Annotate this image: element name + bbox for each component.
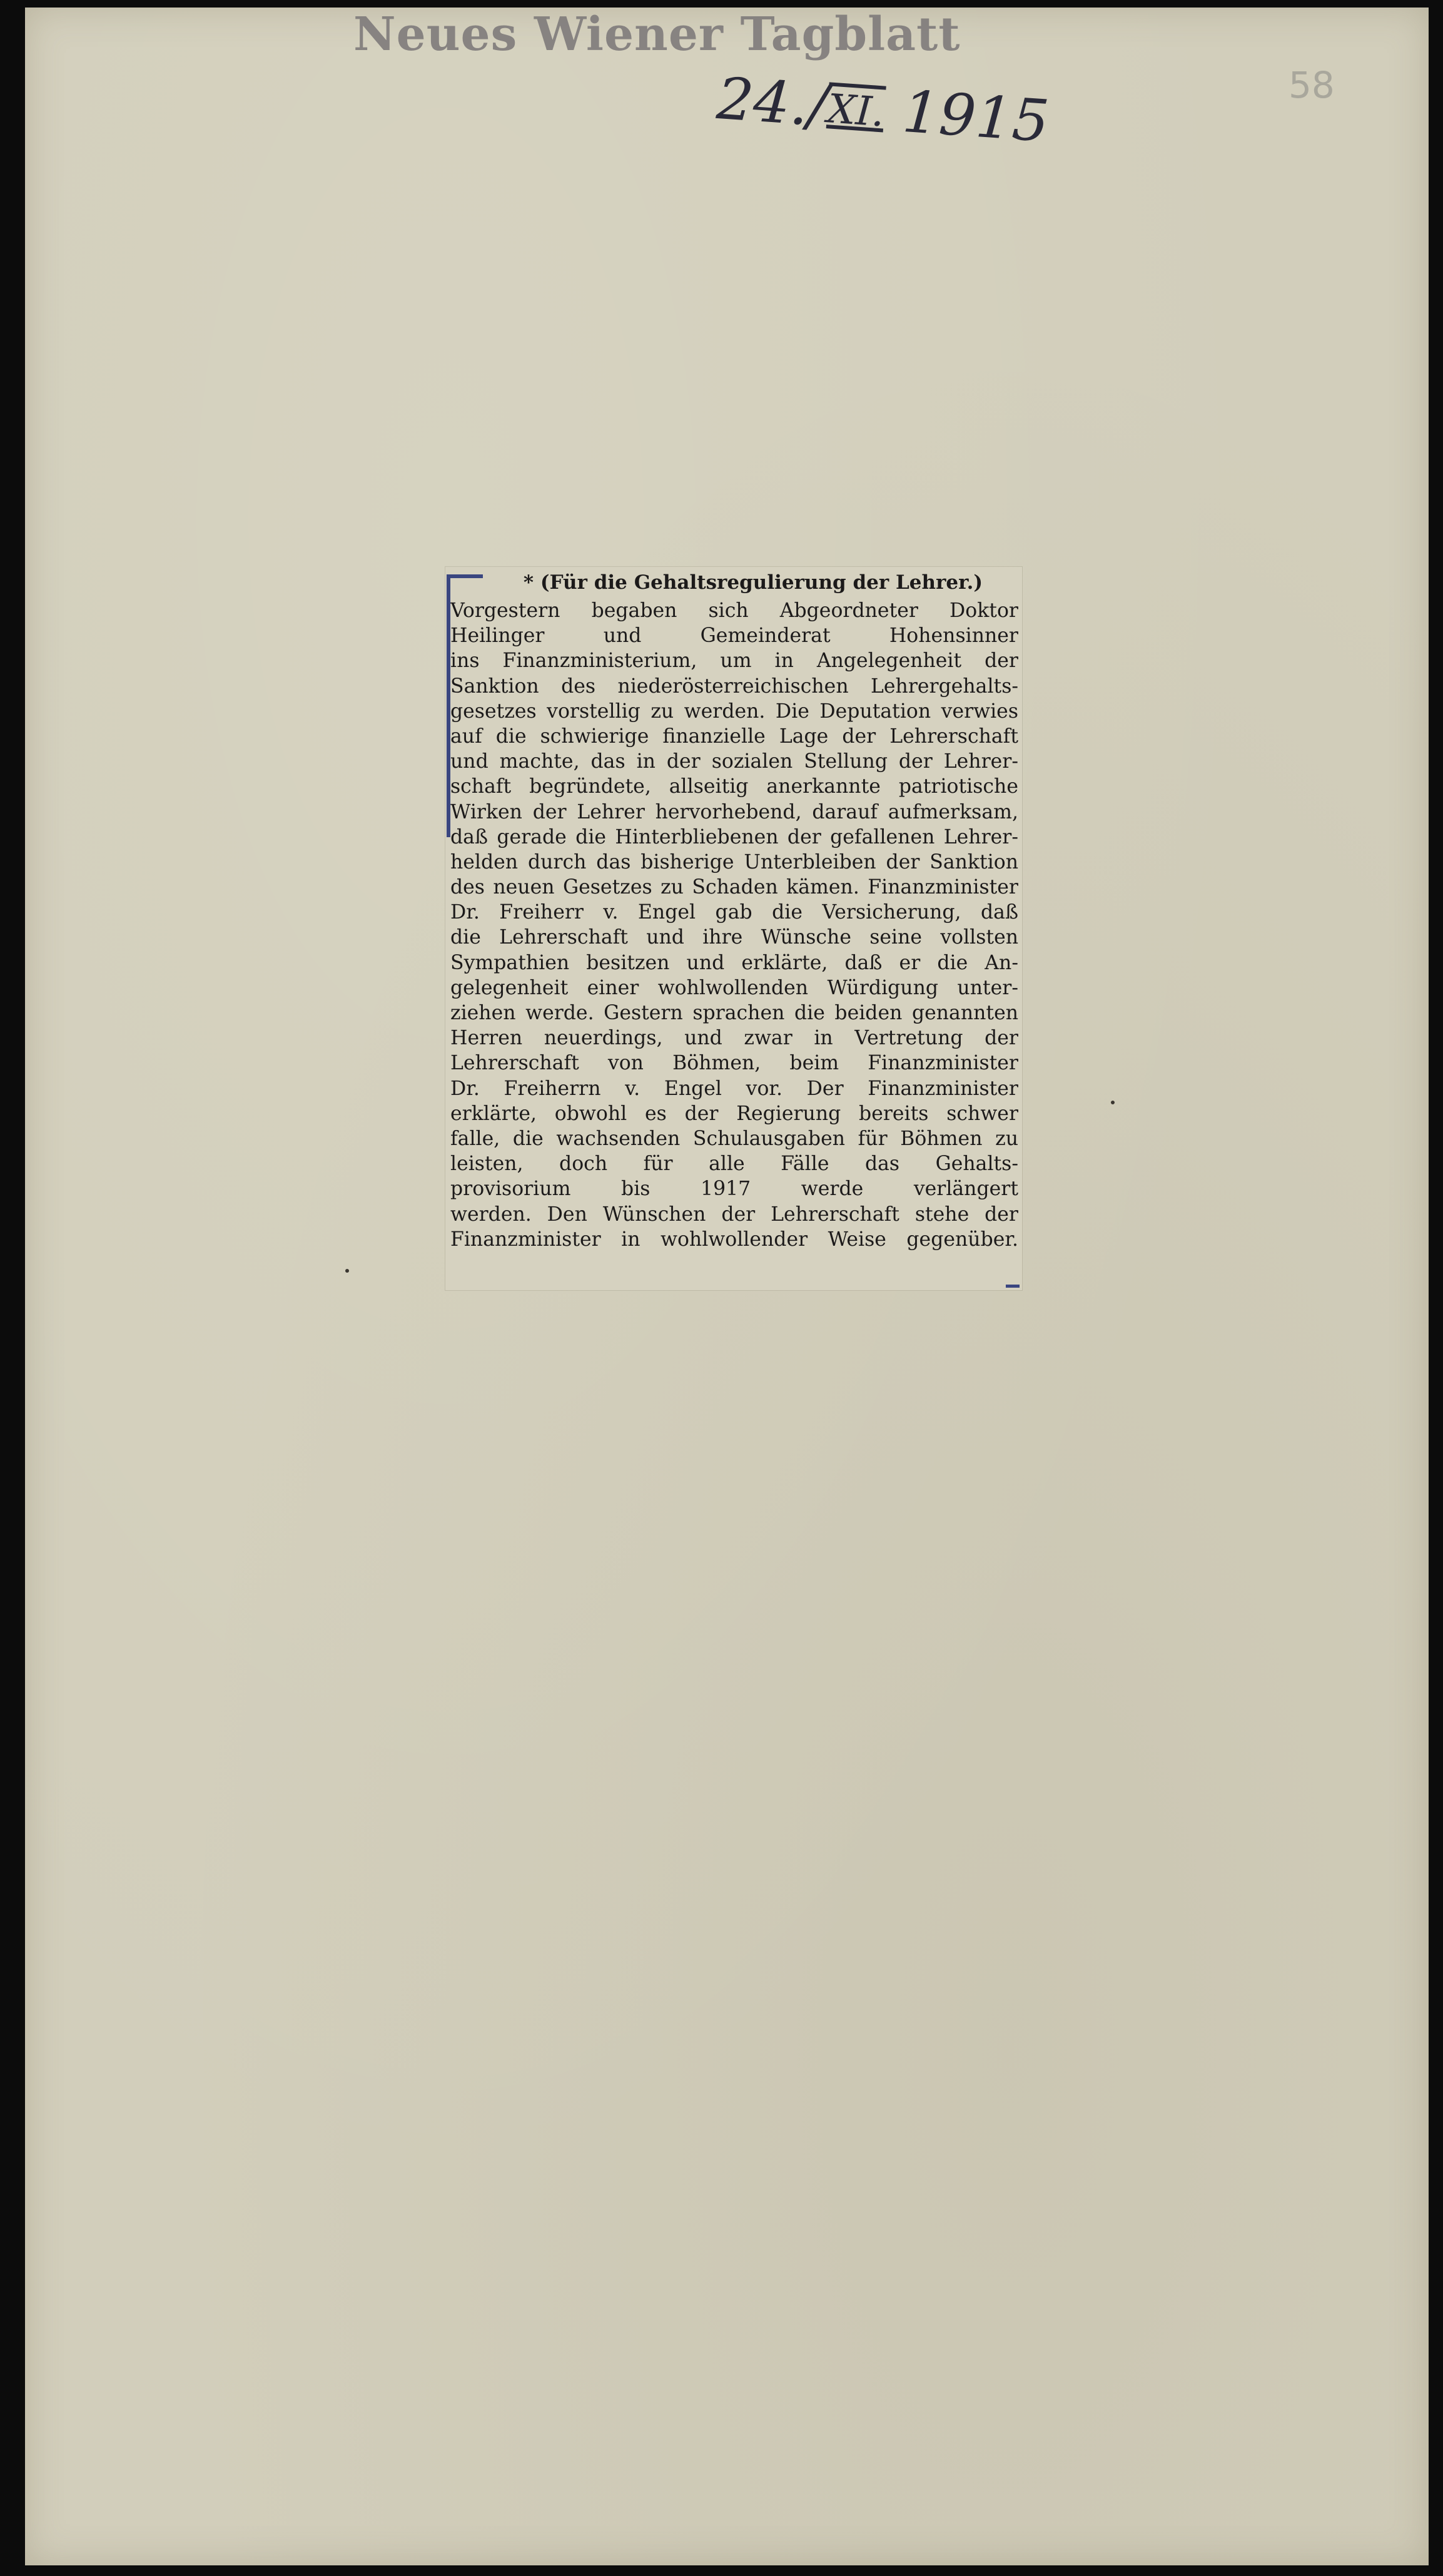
article-line: die Lehrerschaft und ihre Wünsche seine vollsten xyxy=(450,926,1018,949)
article-line: auf die schwierige finanzielle Lage der Lehrerschaft xyxy=(450,725,1018,748)
article-line: Lehrerschaft von Böhmen, beim Finanzminister xyxy=(450,1052,1018,1075)
newspaper-clipping xyxy=(445,567,1022,1290)
blue-pencil-end-mark xyxy=(1006,1285,1020,1288)
article-line: Sympathien besitzen und erklärte, daß er die An- xyxy=(450,951,1018,974)
article-line: helden durch das bisherige Unterbleiben der Sanktion xyxy=(450,850,1018,873)
handwritten-date xyxy=(715,65,1051,155)
article-line: ins Finanzministerium, um in Angelegenheit der xyxy=(450,649,1018,673)
article-line: Vorgestern begaben sich Abgeordneter Doktor xyxy=(450,599,1018,622)
date-day: 24. xyxy=(714,65,811,138)
article-line: Wirken der Lehrer hervorhebend, darauf aufmerksam, xyxy=(450,800,1018,823)
article-line: Herren neuerdings, und zwar in Vertretung der xyxy=(450,1027,1018,1050)
date-year: 1915 xyxy=(900,78,1051,155)
article-line: des neuen Gesetzes zu Schaden kämen. Finanzminister xyxy=(450,876,1018,899)
article-line: Heilinger und Gemeinderat Hohensinner xyxy=(450,624,1018,648)
article-line: Sanktion des niederösterreichischen Lehrergehalts- xyxy=(450,675,1018,698)
newspaper-stamp: Neues Wiener Tagblatt xyxy=(353,8,961,61)
date-month: XI. xyxy=(826,86,886,136)
article-line: Dr. Freiherrn v. Engel vor. Der Finanzminister xyxy=(450,1077,1018,1100)
page-number: 58 xyxy=(1289,64,1335,106)
article-line: erklärte, obwohl es der Regierung bereits schwer xyxy=(450,1102,1018,1125)
paper-speck xyxy=(345,1269,349,1273)
article-line: provisorium bis 1917 werde verlängert xyxy=(450,1178,1018,1201)
article-line: werden. Den Wünschen der Lehrerschaft stehe der xyxy=(450,1203,1018,1226)
article-line: ziehen werde. Gestern sprachen die beiden genannten xyxy=(450,1002,1018,1024)
article-line: und machte, das in der sozialen Stellung der Lehrer- xyxy=(450,750,1018,773)
article-line: gelegenheit einer wohlwollenden Würdigung unter- xyxy=(450,976,1018,999)
article-body xyxy=(450,598,1018,1252)
article-line: daß gerade die Hinterbliebenen der gefallenen Lehrer- xyxy=(450,825,1018,848)
article-line: schaft begründete, allseitig anerkannte patriotische xyxy=(450,775,1018,798)
blue-pencil-bracket-mark xyxy=(447,574,483,837)
archive-sheet xyxy=(25,8,1429,2565)
article-line: falle, die wachsenden Schulausgaben für Böhmen zu xyxy=(450,1127,1018,1150)
date-slash: / xyxy=(806,71,830,140)
article-line: Dr. Freiherr v. Engel gab die Versicherung, daß xyxy=(450,901,1018,924)
paper-speck xyxy=(1111,1101,1115,1104)
article-line: leisten, doch für alle Fälle das Gehalts- xyxy=(450,1153,1018,1176)
article-heading: * (Für die Gehaltsregulierung der Lehrer.) xyxy=(523,571,983,594)
article-line: gesetzes vorstellig zu werden. Die Deputation verwies xyxy=(450,700,1018,723)
article-line: Finanzminister in wohlwollender Weise gegenüber. xyxy=(450,1228,1018,1251)
